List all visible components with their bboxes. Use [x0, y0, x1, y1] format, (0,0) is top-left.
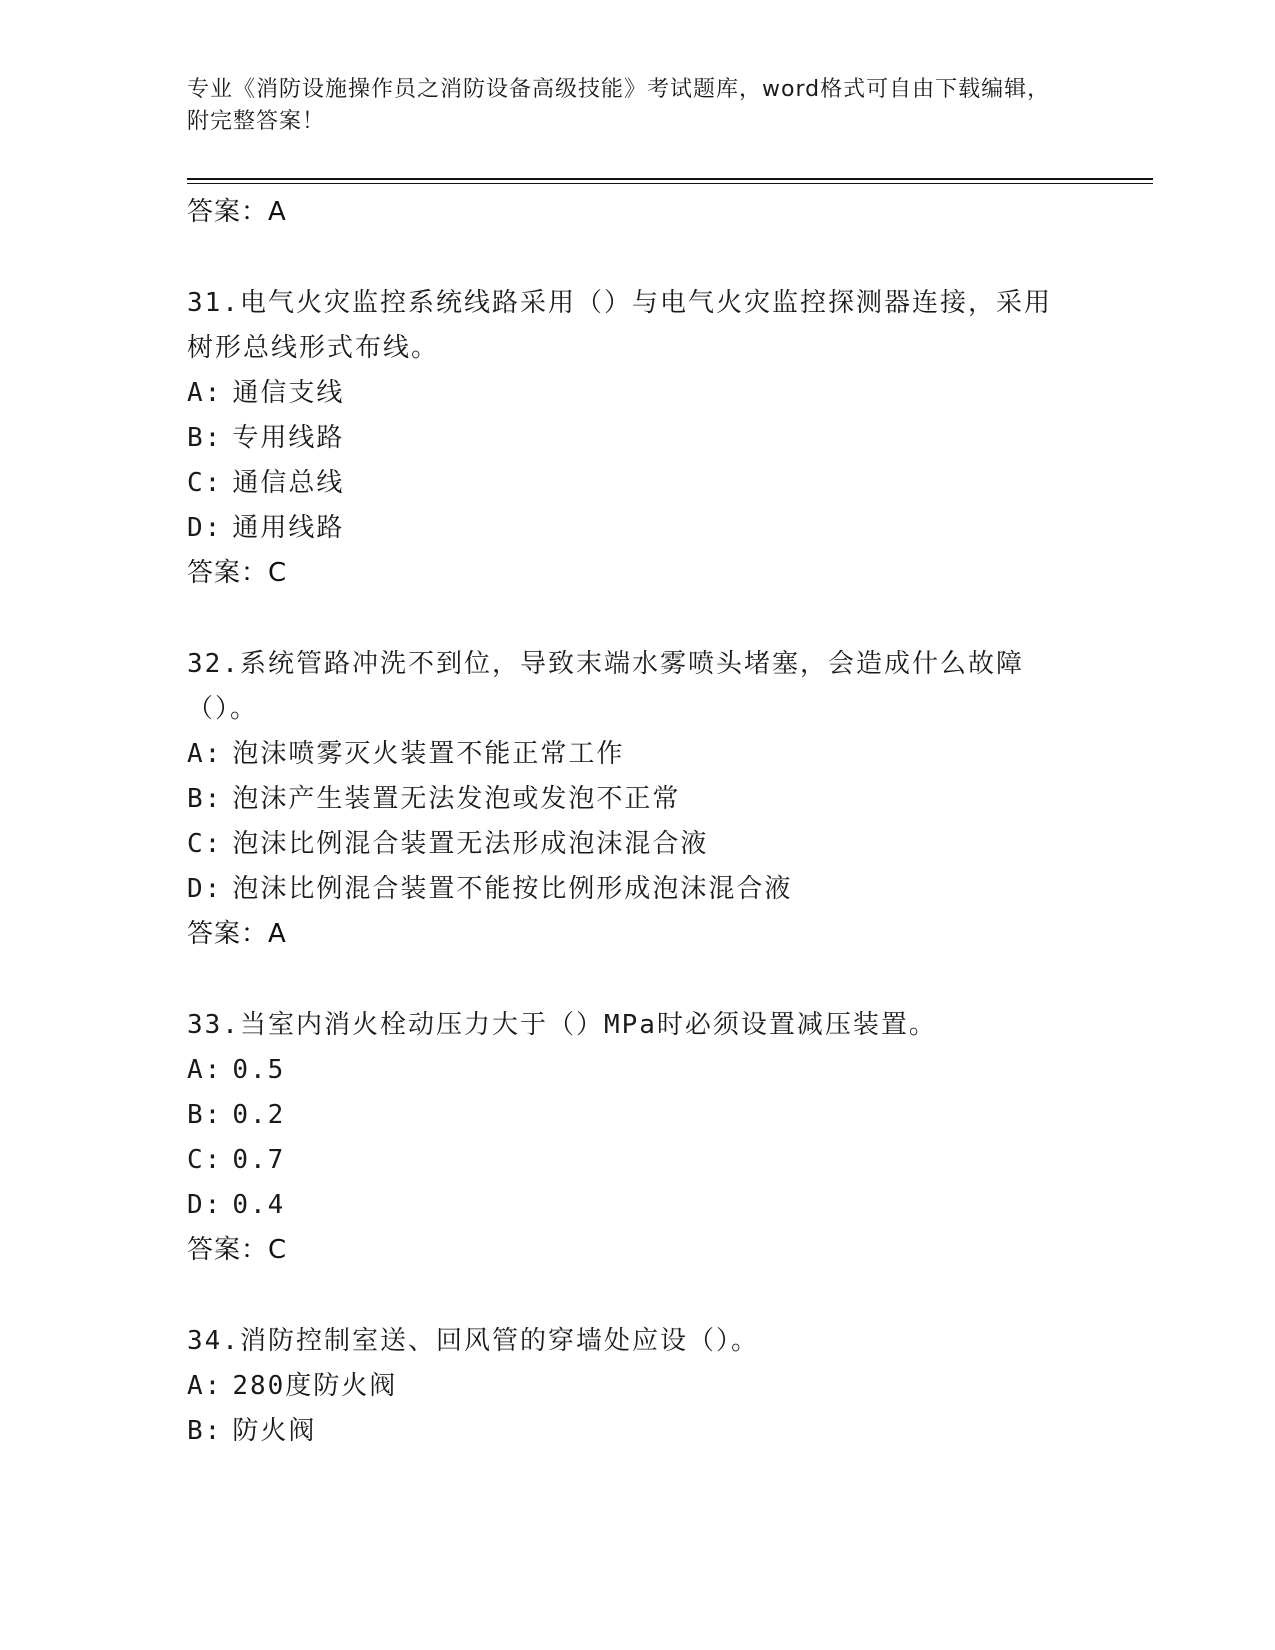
answer-31: 答案：C	[187, 558, 288, 588]
option-letter: B:	[187, 1100, 223, 1130]
option-text: 0.5	[232, 1055, 286, 1085]
option-text: 专用线路	[232, 423, 345, 453]
option-34-a	[187, 1364, 1087, 1409]
option-letter: B:	[187, 1416, 223, 1446]
option-text: 0.7	[232, 1145, 286, 1175]
option-letter: C:	[187, 468, 223, 498]
question-list	[187, 190, 1087, 1454]
option-text: 防火阀	[232, 1416, 317, 1446]
spacer	[187, 235, 1087, 281]
option-text: 通信总线	[232, 468, 345, 498]
option-31-d	[187, 506, 1087, 551]
spacer	[187, 596, 1087, 642]
spacer	[187, 957, 1087, 1003]
question-33-text: 33.当室内消火栓动压力大于（）MPa时必须设置减压装置。	[187, 1010, 937, 1040]
answer-33: 答案：C	[187, 1235, 288, 1265]
option-33-d	[187, 1183, 1087, 1228]
option-letter: B:	[187, 423, 223, 453]
option-letter: C:	[187, 829, 223, 859]
option-text: 0.4	[232, 1190, 286, 1220]
option-text: 泡沫喷雾灭火装置不能正常工作	[232, 739, 625, 769]
header-rule-thick	[187, 178, 1153, 180]
option-letter: A:	[187, 1371, 223, 1401]
option-text: 泡沫产生装置无法发泡或发泡不正常	[232, 784, 681, 814]
option-letter: A:	[187, 378, 223, 408]
option-letter: D:	[187, 1190, 223, 1220]
option-letter: A:	[187, 739, 223, 769]
option-32-c	[187, 822, 1087, 867]
option-33-b	[187, 1093, 1087, 1138]
option-letter: B:	[187, 784, 223, 814]
option-letter: D:	[187, 513, 223, 543]
option-text: 通用线路	[232, 513, 345, 543]
option-text: 0.2	[232, 1100, 286, 1130]
option-32-b	[187, 777, 1087, 822]
option-33-c	[187, 1138, 1087, 1183]
document-header: 专业《消防设施操作员之消防设备高级技能》考试题库，word格式可自由下载编辑，附完整答案！	[187, 77, 1051, 134]
header-rule-thin	[187, 183, 1153, 184]
question-34-text: 34.消防控制室送、回风管的穿墙处应设（）。	[187, 1326, 759, 1356]
answer-32: 答案：A	[187, 919, 287, 949]
spacer	[187, 1273, 1087, 1319]
question-32-text: 32.系统管路冲洗不到位，导致末端水雾喷头堵塞，会造成什么故障（）。	[187, 649, 1024, 724]
option-33-a	[187, 1048, 1087, 1093]
option-32-d	[187, 867, 1087, 912]
option-32-a	[187, 732, 1087, 777]
question-31-text: 31.电气火灾监控系统线路采用（）与电气火灾监控探测器连接，采用树形总线形式布线。	[187, 288, 1052, 363]
option-31-b	[187, 416, 1087, 461]
answer-line: 答案：A	[187, 197, 287, 227]
option-text: 通信支线	[232, 378, 345, 408]
option-letter: D:	[187, 874, 223, 904]
option-letter: A:	[187, 1055, 223, 1085]
option-text: 280度防火阀	[232, 1371, 398, 1401]
option-text: 泡沫比例混合装置无法形成泡沫混合液	[232, 829, 709, 859]
option-34-b	[187, 1409, 1087, 1454]
option-letter: C:	[187, 1145, 223, 1175]
option-31-a	[187, 371, 1087, 416]
option-31-c	[187, 461, 1087, 506]
option-text: 泡沫比例混合装置不能按比例形成泡沫混合液	[232, 874, 793, 904]
